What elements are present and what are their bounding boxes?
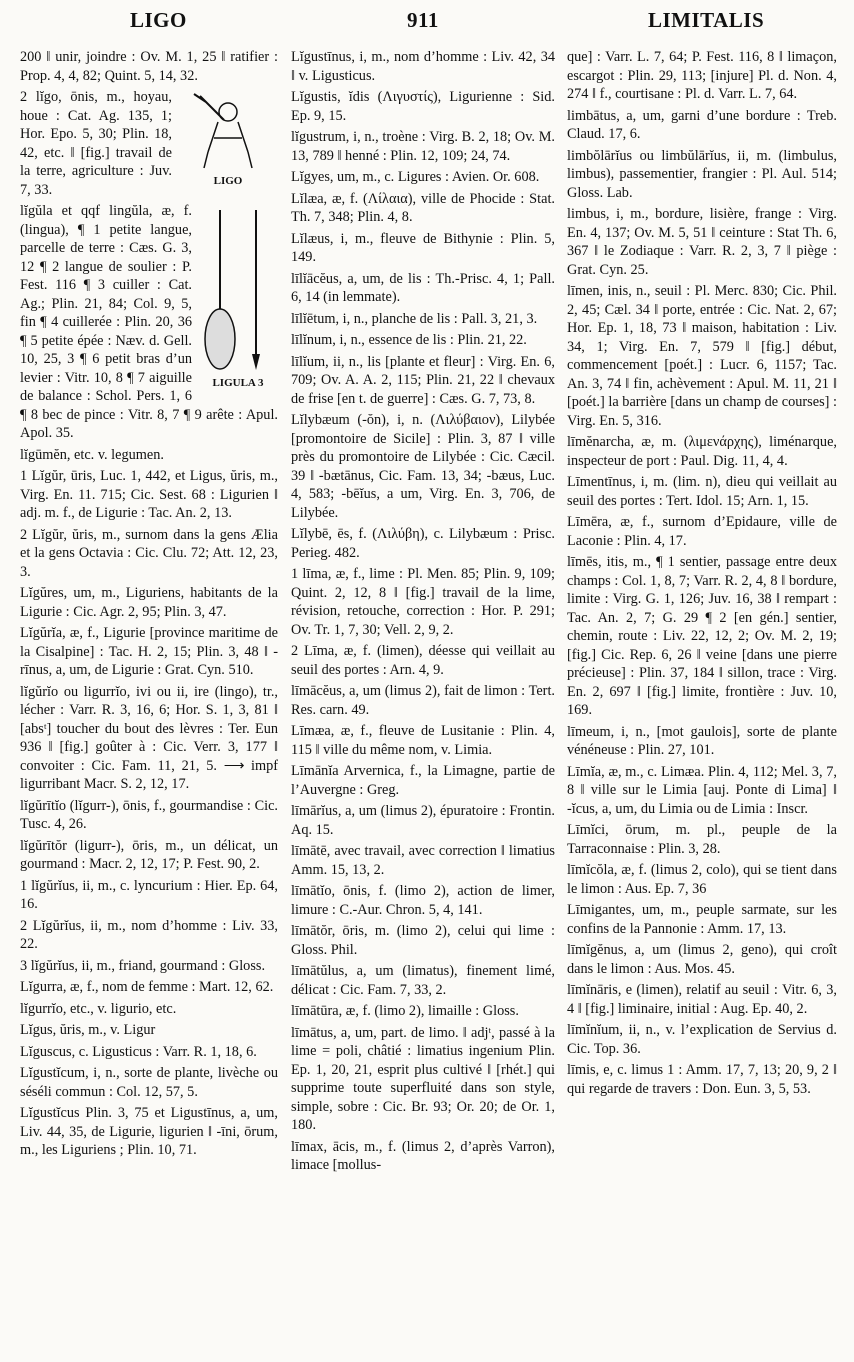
dictionary-entry: 2 Lĭgŭrĭus, ii, m., nom d’homme : Liv. 33, 22. xyxy=(20,917,278,952)
dictionary-entry: līmĕnarcha, æ, m. (λιμενάρχης), liménarque, inspecteur de port : Paul. Dig. 11, 4, 4. xyxy=(567,434,837,469)
dictionary-entry: līmātŭlus, a, um (limatus), finement limé, délicat : Cic. Fam. 7, 33, 2. xyxy=(291,963,555,998)
dictionary-entry: Lĭgus, ŭris, m., v. Ligur xyxy=(20,1022,156,1038)
dictionary-entry: 3 lĭgŭrĭus, ii, m., friand, gourmand : Gloss. xyxy=(20,957,266,974)
dictionary-entry: līlĭācĕus, a, um, de lis : Th.-Prisc. 4, 1; Pall. 6, 14 (in lemmate). xyxy=(291,270,555,305)
dictionary-entry: līmātĭo, ōnis, f. (limo 2), action de limer, limure : C.-Aur. Chron. 5, 4, 141. xyxy=(291,883,555,918)
column-3 xyxy=(567,48,837,1358)
dictionary-entry: līmātē, avec travail, avec correction ‖ limatius Amm. 15, 13, 2. xyxy=(291,843,555,878)
dictionary-entry: Lĭlybæum (-ŏn), i, n. (Λιλύβαιον), Lilybée [promontoire de Sicile] : Plin. 3, 87 ‖ ville près du promontoire de Lilybée : Cic. Cæcil. 39 ‖ -bætānus, Cic. Fam. 13, 34; -bæus, Luc. 4, 583; -bēĭus, a um, Virg. En. 3, 706, de Lilybée. xyxy=(291,412,555,521)
dictionary-entry: lĭgurrĭo, etc., v. ligurio, etc. xyxy=(20,1000,177,1017)
dictionary-entry: Lĭgŭres, um, m., Liguriens, habitants de la Ligurie : Cic. Agr. 2, 95; Plin. 3, 47. xyxy=(20,585,278,620)
header-right-guideword: LIMITALIS xyxy=(648,8,765,32)
dictionary-entry: Līmĭa, æ, m., c. Limæa. Plin. 4, 112; Mel. 3, 7, 8 ‖ ville sur le Limia [auj. Ponte di Lima] ‖ -ĭcus, a, um, du Limia ou de Limia : Inscr. xyxy=(567,763,837,817)
dictionary-entry: Līmānĭa Arvernica, f., la Limagne, partie de l’Auvergne : Greg. xyxy=(291,763,555,798)
dictionary-entry: līlĭnum, i, n., essence de lis : Plin. 21, 22. xyxy=(291,332,527,348)
dictionary-entry: līlĭētum, i, n., planche de lis : Pall. 3, 21, 3. xyxy=(291,310,538,327)
dictionary-entry: līmātŏr, ōris, m. (limo 2), celui qui lime : Gloss. Phil. xyxy=(291,923,555,958)
ligo-figure-caption: LIGO xyxy=(213,175,243,187)
dictionary-entry: līmātūra, æ, f. (limo 2), limaille : Gloss. xyxy=(291,1003,519,1019)
dictionary-entry: līmax, ācis, m., f. (limus 2, d’après Varron), limace [mollus- xyxy=(291,1138,555,1173)
dictionary-entry: Lĭgustis, ĭdis (Λιγυστίς), Ligurienne : Sid. Ep. 9, 15. xyxy=(291,89,555,124)
dictionary-entry: 2 Lĭgŭr, ŭris, m., surnom dans la gens Ælia et la gens Octavia : Cic. Clu. 72; Att. 12, 23, 3. xyxy=(20,526,278,580)
dictionary-entry: līmĭcŏla, æ, f. (limus 2, colo), qui se tient dans le limon : Aus. Ep. 7, 36 xyxy=(567,862,837,897)
dictionary-entry: Līmigantes, um, m., peuple sarmate, sur les confins de la Pannonie : Amm. 17, 13. xyxy=(567,902,837,937)
dictionary-entry: 2 Līma, æ, f. (limen), déesse qui veillait au seuil des portes : Arn. 4, 9. xyxy=(291,643,555,678)
dictionary-entry: lĭgūmĕn, etc. v. legumen. xyxy=(20,446,164,463)
dictionary-entry: līmācĕus, a, um (limus 2), fait de limon : Tert. Res. carn. 49. xyxy=(291,683,555,718)
dictionary-entry: līmātus, a, um, part. de limo. ‖ adjᵗ, passé à la lime = poli, châtié : limatius ingenium Plin. Ep. 1, 20, 21, esprit plus cultivé ‖ [rhét.] qui supprime toute superfluité dans son style, simple, sobre : Cic. Br. 93; Or. 20; de Or. 1, 180. xyxy=(291,1024,555,1133)
dictionary-entry: līmārĭus, a, um (limus 2), épuratoire : Frontin. Aq. 15. xyxy=(291,803,555,838)
dictionary-entry: līmeum, i, n., [mot gaulois], sorte de plante vénéneuse : Plin. 27, 101. xyxy=(567,723,837,758)
dictionary-entry: līlĭum, ii, n., lis [plante et fleur] : Virg. En. 6, 709; Ov. A. A. 2, 115; Plin. 21, 22 ‖ chevaux de frise [en t. de guerre] : Cæs. G. 7, 73, 8. xyxy=(291,353,555,407)
dictionary-entry: Lĭguscus, c. Ligusticus : Varr. R. 1, 18, 6. xyxy=(20,1043,257,1060)
dictionary-entry: Lĭlæus, i, m., fleuve de Bithynie : Plin. 5, 149. xyxy=(291,230,555,265)
dictionary-entry: lĭgustrum, i, n., troène : Virg. B. 2, 18; Ov. M. 13, 789 ‖ henné : Plin. 12, 109; 24, 74. xyxy=(291,129,555,164)
dictionary-entry: Līmæa, æ, f., fleuve de Lusitanie : Plin. 4, 115 ‖ ville du même nom, v. Limia. xyxy=(291,723,555,758)
ligo-figure-drawing xyxy=(178,90,278,172)
dictionary-entry: Lĭgyes, um, m., c. Ligures : Avien. Or. 608. xyxy=(291,169,540,185)
dictionary-entry: Lĭgurra, æ, f., nom de femme : Mart. 12, 62. xyxy=(20,979,274,995)
header-left-guideword: LIGO xyxy=(130,8,187,32)
column-1 xyxy=(20,48,278,1358)
dictionary-entry: Lĭgustĭcus Plin. 3, 75 et Ligustīnus, a, um, Liv. 44, 35, de Ligurie, ligurien ‖ -īni, ōrum, m., les Liguriens ; Plin. 10, 71. xyxy=(20,1105,278,1158)
page-header xyxy=(0,0,854,44)
dictionary-entry: limbātus, a, um, garni d’une bordure : Treb. Claud. 17, 6. xyxy=(567,107,837,142)
dictionary-entry: Lĭgŭrĭa, æ, f., Ligurie [province maritime de la Cisalpine] : Tac. H. 2, 15; Plin. 3, 48 ‖ -rīnus, a, um, de Ligurie : Grat. Cyn. 510. xyxy=(20,625,278,678)
dictionary-entry: 200 ‖ unir, joindre : Ov. M. 1, 25 ‖ ratifier : Prop. 4, 4, 82; Quint. 5, 14, 32. xyxy=(20,49,278,84)
dictionary-entry: lĭgŭla et qqf lingŭla, æ, f. (lingua), ¶ 1 petite langue, parcelle de terre : Cæs. G. 3, 12 ¶ 2 langue de soulier : P. Fest. 116 ¶ 3 cuiller : Cat. Ag.; Plin. 21, 84; Col. 9, 5, fin ¶ 4 cuillerée : Plin. 20, 36 ¶ 5 petite épée : Næv. d. Gell. 10, 25, 3 ¶ 6 petit bras d’un levier : Vitr. 10, 8 ¶ 7 aiguille de balance : Schol. Pers. 1, 6 ¶ 8 bec de pince : Vitr. 8, 7 ¶ 9 arête : Apul. Apol. 35. xyxy=(20,203,278,441)
dictionary-entry: līmĭgĕnus, a, um (limus 2, geno), qui croît dans le limon : Aus. Mos. 45. xyxy=(567,942,837,977)
ligula-figure-caption: LIGULA 3 xyxy=(212,377,264,389)
dictionary-entry: 1 līma, æ, f., lime : Pl. Men. 85; Plin. 9, 109; Quint. 2, 12, 8 ‖ [fig.] travail de la lime, révision, retouche, correction : Hor. P. 291; Ov. Tr. 1, 7, 30; Vell. 2, 9, 2. xyxy=(291,566,555,638)
dictionary-entry: lĭgŭrĭo ou ligurrĭo, ivi ou ii, ire (lingo), tr., lécher : Varr. R. 3, 16, 6; Hor. S. 1, 3, 81 ‖ [absᵗ] toucher du bout des lèvres : Ter. Eun 936 ‖ [fig.] goûter à : Cic. Verr. 3, 177 ‖ convoiter : Cic. Fam. 11, 21, 5. ⟶ impf ligurribant Macr. S. 2, 12, 17. xyxy=(20,683,278,792)
ligula-illustration xyxy=(198,204,278,393)
dictionary-entry: līmēs, itis, m., ¶ 1 sentier, passage entre deux champs : Col. 1, 8, 7; Varr. R. 2, 4, 8 ‖ bordure, limite : Virg. G. 1, 126; Juv. 16, 38 ‖ rempart : Tac. An. 2, 7; G. 29 ¶ 2 [en gén.] sentier, chemin, route : Liv. 22, 12, 2; Ov. M. 2, 19; [fig.] Cic. Rep. 6, 26 ‖ veine [dans une pierre précieuse] : Plin. 37, 184 ‖ sillon, trace : Virg. En. 2, 697 ‖ [fig.] limite, frontière : Juv. 10, 169. xyxy=(567,554,837,718)
dictionary-entry: 2 lĭgo, ōnis, m., hoyau, houe : Cat. Ag. 135, 1; Hor. Epo. 5, 30; Plin. 18, 42, etc. ‖ [fig.] travail de la terre, agriculture : Juv. 7, 33. xyxy=(20,89,172,198)
dictionary-entry: Līmentīnus, i, m. (lim. n), dieu qui veillait au seuil des portes : Tert. Idol. 15; Arn. 1, 15. xyxy=(567,474,837,509)
dictionary-entry: lĭgŭrītŏr (ligurr-), ōris, m., un délicat, un gourmand : Macr. 2, 12, 17; P. Fest. 90, 2. xyxy=(20,837,278,872)
dictionary-entry: Lĭgustĭcum, i, n., sorte de plante, livèche ou séséli commun : Col. 12, 57, 5. xyxy=(20,1065,278,1100)
dictionary-entry: 1 Lĭgŭr, ūris, Luc. 1, 442, et Ligus, ŭris, m., Virg. En. 11. 715; Cic. Sest. 68 : Ligurien ‖ adj. m. f., de Ligurie : Tac. An. 2, 13. xyxy=(20,468,278,521)
dictionary-entry: Līmēra, æ, f., surnom d’Epidaure, ville de Laconie : Plin. 4, 17. xyxy=(567,514,837,549)
column-2 xyxy=(291,48,555,1358)
page-number: 911 xyxy=(407,8,439,32)
dictionary-entry: limbus, i, m., bordure, lisière, frange : Virg. En. 4, 137; Ov. M. 5, 51 ‖ ceinture : Stat Th. 6, 367 ‖ le Zodiaque : Varr. R. 2, 3, 7 ‖ piège : Grat. Cyn. 25. xyxy=(567,206,837,278)
dictionary-entry: 1 lĭgŭrĭus, ii, m., c. lyncurium : Hier. Ep. 64, 16. xyxy=(20,877,278,912)
dictionary-entry: Lĭlybē, ēs, f. (Λιλύβη), c. Lilybæum : Prisc. Perieg. 482. xyxy=(291,526,555,561)
dictionary-entry: Lĭlæa, æ, f. (Λίλαια), ville de Phocide : Stat. Th. 7, 348; Plin. 4, 8. xyxy=(291,190,555,225)
dictionary-entry: līmis, e, c. limus 1 : Amm. 17, 7, 13; 20, 9, 2 ‖ qui regarde de travers : Don. Eun. 3, 5, 53. xyxy=(567,1062,837,1097)
dictionary-entry: limbŏlārĭus ou limbŭlārĭus, ii, m. (limbulus, limbus), passementier, frangier : Pl. Aul. 514; Gloss. Lab. xyxy=(567,147,837,201)
dictionary-entry: que] : Varr. L. 7, 64; P. Fest. 116, 8 ‖ limaçon, escargot : Plin. 29, 113; [injure] Pl. d. Non. 4, 274 ‖ f., courtisane : Pl. d. Varr. L. 7, 64. xyxy=(567,49,837,102)
dictionary-entry: līmĭnĭum, ii, n., v. l’explication de Servius d. Cic. Top. 36. xyxy=(567,1022,837,1057)
dictionary-entry: lĭgŭrītĭo (lĭgurr-), ōnis, f., gourmandise : Cic. Tusc. 4, 26. xyxy=(20,797,278,832)
dictionary-entry: Lĭgustīnus, i, m., nom d’homme : Liv. 42, 34 ‖ v. Ligusticus. xyxy=(291,49,555,84)
ligula-figure-drawing xyxy=(198,204,278,374)
dictionary-entry: Līmĭci, ōrum, m. pl., peuple de la Tarraconnaise : Plin. 3, 28. xyxy=(567,822,837,857)
dictionary-entry: līmen, inis, n., seuil : Pl. Merc. 830; Cic. Phil. 2, 45; Cæl. 34 ‖ porte, entrée : Cic. Nat. 2, 67; Hor. Ep. 1, 18, 73 ‖ maison, habitation : Liv. 34, 1; Virg. En. 7, 579 ‖ [fig.] début, commencement [poét.] : Lucr. 6, 1157; Tac. An. 3, 74 ‖ fin, achèvement : Apul. M. 11, 21 ‖ [poét.] la barrière [dans un champ de courses] : Virg. En. 5, 316. xyxy=(567,283,837,429)
ligo-illustration xyxy=(178,90,278,191)
dictionary-entry: līmĭnāris, e (limen), relatif au seuil : Vitr. 6, 3, 4 ‖ [fig.] liminaire, initial : Aug. Ep. 40, 2. xyxy=(567,982,837,1017)
